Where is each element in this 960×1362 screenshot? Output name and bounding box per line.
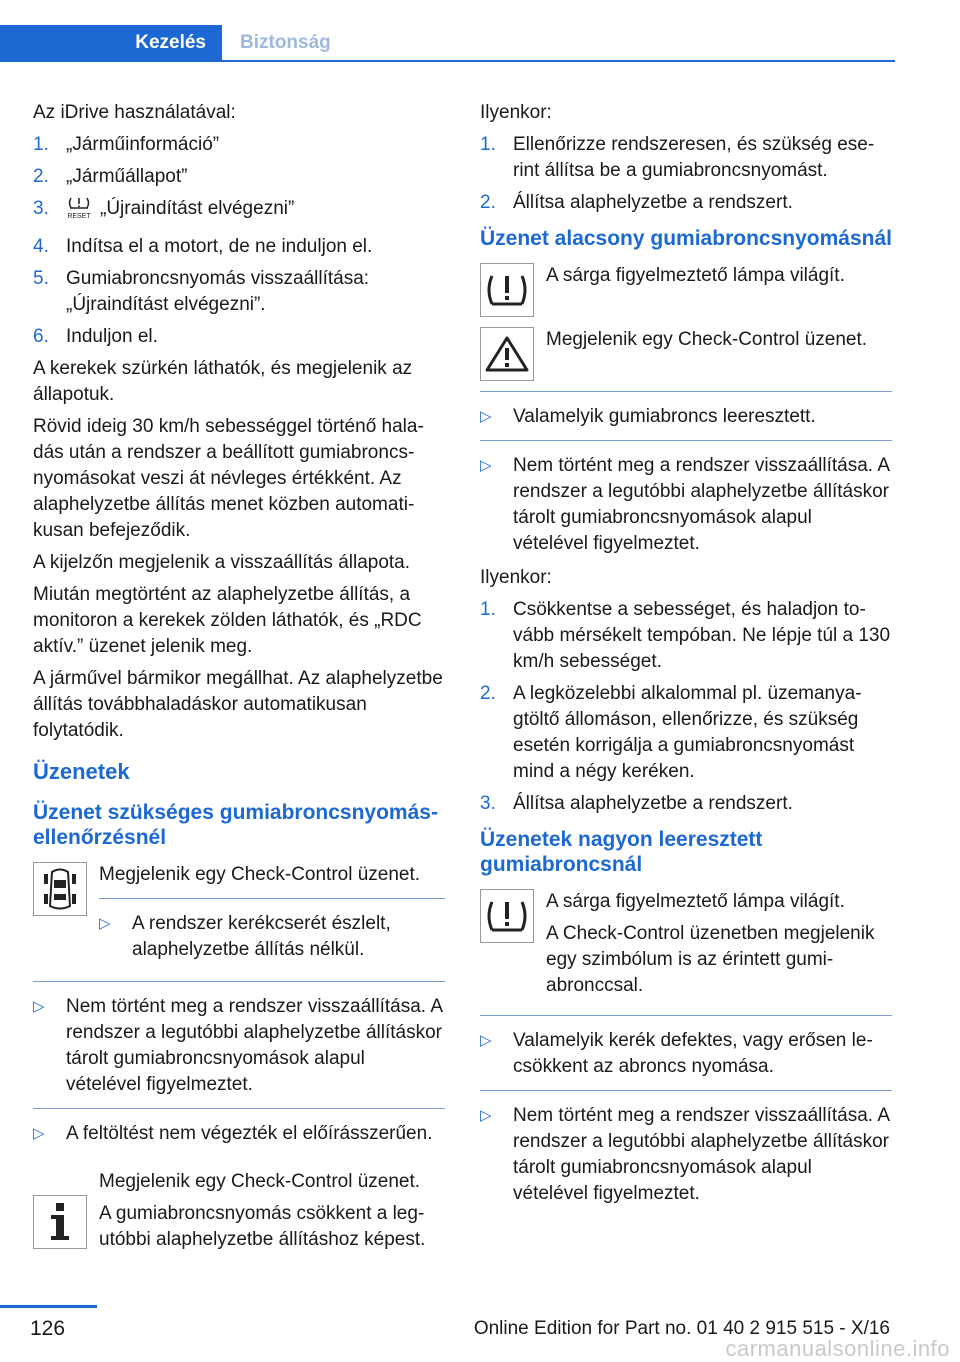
triangle-bullet-icon: ▷	[33, 998, 45, 1015]
car-tyre-icon	[33, 862, 87, 916]
divider	[480, 1015, 892, 1016]
right-column	[480, 100, 892, 1215]
divider	[33, 981, 445, 982]
divider	[480, 1090, 892, 1091]
tyre-pressure-warning-icon	[480, 263, 534, 317]
steps-list	[480, 132, 892, 216]
steps-list	[480, 597, 892, 817]
list-item: ▷ Nem történt meg a rendszer visszaállítása. A rendszer a legutóbbi alaphelyzetbe állításkor tárolt gumiabroncsnyomások alapul vételével figyelmeztet.	[33, 996, 443, 1095]
divider	[480, 440, 892, 441]
intro-text: Az iDrive használatával:	[33, 102, 236, 123]
icon-row-info	[33, 1169, 445, 1259]
bullet-list	[480, 453, 892, 557]
section-heading-messages: Üzenetek	[33, 759, 130, 784]
bullet-list	[480, 1028, 892, 1080]
paragraph: Miután megtörtént az alaphelyzetbe állítás, a monitoron a kerekek zölden láthatók, és „RDC aktív.” üzenet jelenik meg.	[33, 584, 422, 657]
list-item: 2. Állítsa alaphelyzetbe a rendszert.	[480, 192, 793, 213]
divider	[99, 898, 445, 899]
list-item: 6. Induljon el.	[33, 326, 158, 347]
intro-text: Ilyenkor:	[480, 567, 552, 588]
tab-kezeles[interactable]: Kezelés	[0, 25, 222, 60]
icon-text: Megjelenik egy Check-Control üzenet.	[99, 864, 421, 885]
tyre-pressure-warning-icon	[480, 889, 534, 943]
icon-row-warning-lamp	[480, 263, 892, 317]
header-divider	[0, 60, 895, 62]
icon-row-triangle	[480, 327, 892, 381]
info-icon	[33, 1195, 87, 1249]
list-item: ▷ A rendszer kerékcserét észlelt, alaphelyzetbe állítás nélkül.	[99, 913, 391, 960]
reset-icon	[66, 196, 92, 228]
watermark: carmanualsonline.info	[725, 1336, 950, 1361]
footer-accent-line	[0, 1305, 97, 1308]
icon-text: A sárga figyelmeztető lámpa világít.	[546, 265, 845, 286]
triangle-bullet-icon: ▷	[480, 1032, 492, 1049]
bullet-list	[480, 1103, 892, 1207]
triangle-bullet-icon: ▷	[99, 915, 111, 932]
icon-text: Megjelenik egy Check-Control üzenet.	[99, 1171, 421, 1192]
bullet-list	[480, 404, 892, 430]
triangle-bullet-icon: ▷	[480, 408, 492, 425]
icon-text: A Check-Control üzenetben megjelenik egy szimbólum is az érintett gumiabronccsal.	[546, 923, 875, 996]
tab-biztonsag[interactable]: Biztonság	[240, 31, 331, 53]
list-item: 3. RESET „Újraindítást elvégezni”	[33, 196, 445, 228]
icon-text: A gumiabroncsnyomás csökkent a legutóbbi alaphelyzetbe állításhoz képest.	[99, 1203, 426, 1250]
bullet-list	[33, 1121, 445, 1147]
reset-icon-label: RESET	[67, 213, 91, 220]
list-item: 2. „Járműállapot”	[33, 166, 188, 187]
list-item: ▷ Valamelyik kerék defektes, vagy erősen lecsökkent az abroncs nyomása.	[480, 1030, 873, 1077]
divider	[33, 1108, 445, 1109]
triangle-bullet-icon: ▷	[480, 457, 492, 474]
list-item: ▷ A feltöltést nem végezték el előírásszerűen.	[33, 1121, 445, 1147]
triangle-bullet-icon: ▷	[33, 1125, 45, 1142]
list-item: ▷ Valamelyik gumiabroncs leeresztett.	[480, 404, 892, 430]
warning-triangle-icon	[480, 327, 534, 381]
intro-text: Ilyenkor:	[480, 102, 552, 123]
icon-row-car	[33, 862, 445, 971]
paragraph: A járművel bármikor megállhat. Az alaphelyzetbe állítás továbbhaladáskor automatikusan folytatódik.	[33, 668, 443, 741]
triangle-bullet-icon: ▷	[480, 1107, 492, 1124]
list-item: 1. Ellenőrizze rendszeresen, és szükség eserint állítsa be a gumiabroncsnyomást.	[480, 134, 875, 181]
list-item: ▷ Nem történt meg a rendszer visszaállítása. A rendszer a legutóbbi alaphelyzetbe állításkor tárolt gumiabroncsnyomások alapul vételével figyelmeztet.	[480, 455, 890, 554]
divider	[480, 391, 892, 392]
edition-text: Online Edition for Part no. 01 40 2 915 515 - X/16	[473, 1318, 890, 1339]
icon-text: A sárga figyelmeztető lámpa világít.	[546, 891, 845, 912]
bullet-list	[33, 994, 445, 1098]
icon-text: Megjelenik egy Check-Control üzenet.	[546, 329, 868, 350]
list-item: 3. Állítsa alaphelyzetbe a rendszert.	[480, 793, 793, 814]
list-item: 1. „Járműinformáció”	[33, 134, 220, 155]
idrive-steps	[33, 132, 445, 350]
icon-row-warning-lamp-2	[480, 889, 892, 1005]
left-column	[33, 100, 445, 1269]
header-bar	[0, 25, 895, 62]
subheading-low-pressure: Üzenet alacsony gumiabroncsnyomásnál	[480, 227, 892, 250]
paragraph: A kerekek szürkén láthatók, és megjelenik az állapotuk.	[33, 358, 413, 405]
subheading-check-pressure: Üzenet szükséges gumiabroncsnyomás-ellenőrzésnél	[33, 801, 438, 849]
paragraph: A kijelzőn megjelenik a visszaállítás állapota.	[33, 552, 411, 573]
list-item: 2. A legközelebbi alkalommal pl. üzemanyagtöltő állomáson, ellenőrizze, és szükség esetén korrigálja a gumiabroncsnyomást mind a négy keréken.	[480, 683, 862, 782]
list-item: 5. Gumiabroncsnyomás visszaállítása: „Újraindítást elvégezni”.	[33, 268, 370, 315]
subheading-very-low-pressure: Üzenetek nagyon leeresztett gumiabroncsnál	[480, 828, 763, 876]
paragraph: Rövid ideig 30 km/h sebességgel történő haladás után a rendszer a beállított gumiabroncsnyomásokat veszi át névleges értékként. Az alaphelyzetbe állítás menet közben automatikusan befejeződik.	[33, 416, 424, 541]
list-item: ▷ Nem történt meg a rendszer visszaállítása. A rendszer a legutóbbi alaphelyzetbe állításkor tárolt gumiabroncsnyomások alapul vételével figyelmeztet.	[480, 1105, 890, 1204]
list-item: 4. Indítsa el a motort, de ne induljon el.	[33, 236, 373, 257]
page-number: 126	[30, 1317, 66, 1340]
list-item: 1. Csökkentse a sebességet, és haladjon tovább mérsékelt tempóban. Ne lépje túl a 130 km/h sebességet.	[480, 599, 891, 672]
